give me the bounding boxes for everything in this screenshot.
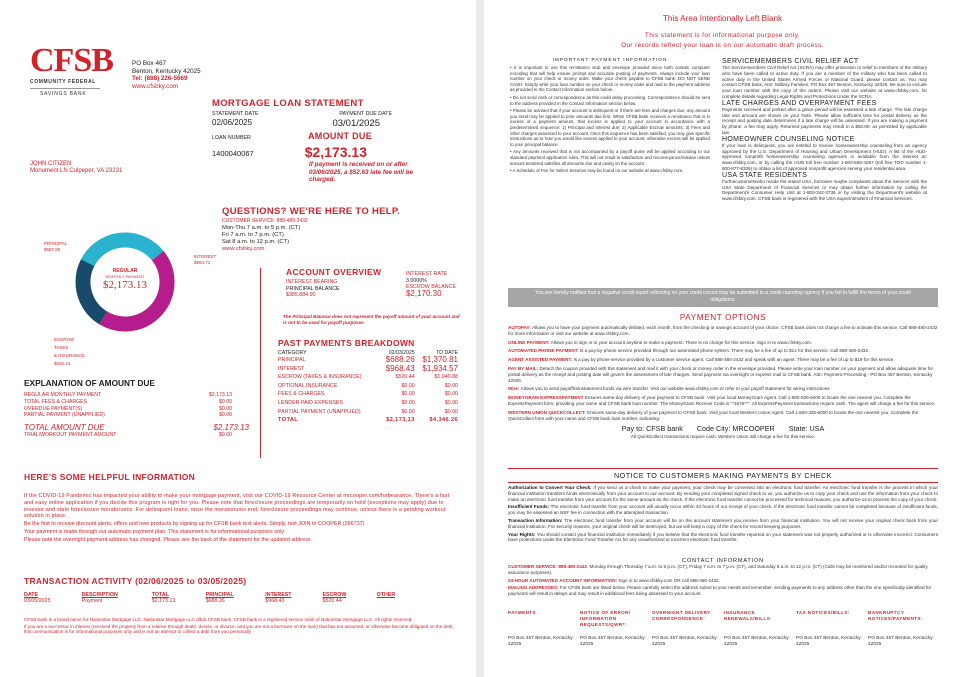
past-payments-col-header: 02/03/2025	[388, 350, 415, 356]
due-date: 03/01/2025	[332, 118, 380, 129]
mailing-address-text: PO Box 467 Benton, Kentucky 42025	[652, 636, 717, 647]
covid-notice: If the COVID-19 Pandemic has impacted your ability to make your mortgage payment, visit our COVID-19 Resource Center at mrcooper.com/forbearance. There's a fast and easy online application if you decide this program is right for you. Please note that foreclosure proceedings are temporarily on hold (exceptions may apply) due to investor and state foreclosure moratoriums. For delinquent loans, once the moratoriums end, foreclosure proceedings may continue, unless there is a pending workout solution in place.	[24, 493, 450, 520]
transaction-col-header: PRINCIPAL	[205, 592, 234, 598]
total-amount-due-label: TOTAL AMOUNT DUE	[24, 423, 105, 433]
past-payments-cell: $0.00	[444, 391, 458, 398]
notice-item	[508, 485, 938, 502]
trial-payment-amount: $0.00	[219, 432, 232, 439]
notice-item-text: If you send us a check to make your payment, your check may be converted into an electronic fund transfer. An electronic fund transfer is the process in which your financial institution transfers funds electronically from your account to our account. By sending your completed signed check to us, you authorize us to copy your check and use the information from your check to make an electronic fund transfer from your account for the same amount as the check. If the electronic fund transfer cannot be processed for technical reasons, you authorize us to process the copy of your check.	[508, 485, 939, 502]
mailing-address-heading: PAYMENTS	[508, 610, 536, 615]
explanation-label: TOTAL FEES & CHARGES	[24, 398, 88, 405]
statement-front-page	[0, 0, 476, 677]
mailing-address-heading: INSURANCE RENEWALS/BILLS:	[724, 610, 773, 621]
interest-rate-label: INTEREST RATE	[405, 271, 448, 277]
statement-date-label: STATEMENT DATE	[212, 111, 259, 117]
payment-option-text: Allows you to have your payment automatically debited, each month, from the checking or savings account of your choice. CFSB bank does not charge a fee to activate this service. Call 888-480-2432 for more information or visit our website at www.cfsbky.com.	[508, 325, 938, 336]
logo-line1: COMMUNITY FEDERAL	[30, 79, 96, 85]
transaction-col-header: OTHER	[376, 592, 396, 598]
successor-disclaimer: If you are a successor in interest (received the property from a relative through death, devise, or divorce, and you are not a borrower on the loan) that has not assumed, or otherwise become obligated on the debt, this communication is for informational purposes only and is not an attempt to collect a debt from you personally.	[24, 623, 454, 635]
payment-option	[508, 366, 938, 383]
escrow-balance-label: ESCROW BALANCE	[405, 284, 456, 291]
explanation-title: EXPLANATION OF AMOUNT DUE	[24, 378, 155, 388]
usa-residents-title: USA STATE RESIDENTS	[722, 171, 808, 179]
donut-escrow-slice	[88, 240, 158, 263]
mailing-address-text: PO Box 467 Benton, Kentucky 42025	[508, 636, 573, 647]
homeowner-counseling-text: If your loan is delinquent, you are entitled to receive homeownership counseling from an agency approved by the U.S. Department of Housing and Urban Development (HUD). A list of the HUD-approved nonprofit homeownership counseling agencies is available from the Internet at: www.cfsbky.com, or by calling the HUD toll free number 1-800-569-4287 (toll free TDD number 1-800-877-8339) to obtain a list of approved nonprofit agencies serving your residential area.	[722, 142, 927, 171]
transaction-cell: $968.43	[265, 598, 285, 604]
payment-option	[508, 325, 938, 337]
interest-rate: 3.0000%	[405, 277, 427, 284]
explanation-value: $0.00	[219, 412, 232, 419]
payment-option-text: Ensures same-day delivery of your payment to CFSB bank. Visit your local Western Union Agent. Call 1-800-325-6000 to locate the one nearest you. Complete the QuickCollect form with your name and CFSB bank loan number, indicating:	[508, 409, 919, 421]
notice-item-text: The electronic fund transfer from your account will usually occur within 24 hours of our receipt of your check. If the electronic fund transfer cannot be completed because of insufficient funds, you may be assessed an NSF fee in connection with the attempted transaction.	[508, 504, 938, 516]
cs-phone-label: CUSTOMER SERVICE: 888-480-2432	[508, 564, 587, 569]
notice-item-label: Insufficient Funds:	[508, 504, 551, 510]
loan-number: 1400040067	[212, 149, 254, 158]
statement-header	[212, 98, 442, 184]
payment-option-label: PAY BY MAIL:	[508, 365, 540, 371]
automated-info-label: 24-HOUR AUTOMATED ACCOUNT INFORMATION:	[508, 577, 618, 583]
transaction-cell: Payment	[81, 598, 103, 604]
past-payments-cell: $0.00	[444, 382, 458, 389]
important-item: • It is important to use this remittance stub and envelope provided since both contain computer encoding that will help ensure prompt and accurate posting of payments. Always include your loan number on your check or money order. Make your check payable to CFSB bank. DO NOT SEND CASH. Simply write your loan number on your check or money order and mail to the payment address as provided in the Contact Information section below.	[510, 65, 710, 93]
payment-option	[508, 410, 938, 422]
logo-line2: SAVINGS BANK	[40, 91, 87, 97]
notice-item	[508, 532, 938, 544]
late-fee-notice: If payment is received on or after 03/06/2025, a $52.63 late fee will be charged.	[309, 161, 413, 183]
transaction-col-header: TOTAL	[151, 592, 169, 598]
overview-title: ACCOUNT OVERVIEW	[286, 267, 382, 277]
mailing-label: MAILING ADDRESSES:	[508, 585, 559, 591]
payment-option-text: Is a pay-by-phone service provided through our automated phone system. There may be a fee of up to $14 for this service. Call 888-480-2432.	[579, 348, 870, 354]
scra-title: SERVICEMEMBERS CIVIL RELIEF ACT	[722, 58, 859, 65]
mailing-address-column	[580, 610, 652, 648]
notice-item-text: You should contact your financial institution immediately if you believe that the electronic fund transfer reported on your statement was not properly authorized or is otherwise incorrect. Consumers have protections under the Electronic Fund Transfer Act for any unauthorized or incorrect electronic fund transfer.	[508, 531, 938, 543]
brand-disclaimer: CFSB bank is a brand name for Nationstar Mortgage LLC. Nationstar Mortgage LLC d/b/a CFSB bank. CFSB bank is a registered service mark of Nationstar Mortgage LLC. All rights reserved.	[24, 617, 413, 622]
important-item: • Any amounts received that is not accompanied by a payoff quote will be applied according to our standard payment application rules. This will not result in satisfaction and reconveyance/release unless amount tendered satisfies all amounts due and owing on the account.	[510, 149, 710, 166]
transaction-col-header: ESCROW	[322, 592, 347, 598]
important-payment-info	[510, 58, 710, 176]
logo-letters: CFSB	[30, 42, 113, 79]
bank-address	[132, 60, 201, 90]
explanation-value: $2,173.13	[208, 392, 232, 398]
hours-saturday: Sat 8 a.m. to 12 p.m. (CT)	[222, 239, 290, 245]
donut-center-label: REGULAR	[112, 268, 138, 274]
past-payments-cell: PARTIAL PAYMENT (UNAPPLIED)	[278, 408, 361, 415]
autopay-notice: Your payment is made through our automatic payment plan. This statement is for informational purposes only.	[24, 528, 286, 535]
payment-option	[508, 340, 938, 346]
mailing-address-column	[796, 610, 868, 648]
payment-option-label: ONLINE PAYMENT:	[508, 339, 551, 345]
donut-principal-label: PRINCIPAL $687.80	[44, 241, 68, 252]
pay-to: Pay to: CFSB bank	[621, 424, 683, 434]
check-notice	[508, 468, 938, 545]
helpful-info	[24, 472, 454, 544]
payment-option-text: Detach the coupon provided with this statement and mail it with your check or money order in the envelope provided. Please write your loan number on your payment and allow adequate time for postal delivery as the receipt and posting date will govern the assessment of late charges. Send payment via overnight or express mail to CFSB bank, Attn: Payment Processing - PO Box 467 Benton, Kentucky 42025.	[508, 365, 933, 383]
transaction-activity	[24, 576, 454, 604]
payment-option	[508, 357, 938, 363]
payment-option-text: Allows you to sign in to your account anytime to make a payment. There is no charge for this service. Sign in to www.cfsbky.com.	[550, 339, 813, 345]
overnight-notice: Please note the overnight payment address has changed. Please see the back of the statement for the updated address.	[24, 536, 312, 543]
explanation-label: PARTIAL PAYMENT (UNAPPLIED)	[24, 412, 105, 419]
past-payments-cell: $0.00	[401, 382, 415, 389]
past-payments-cell: $688.26	[385, 355, 415, 364]
past-payments-cell: OPTIONAL INSURANCE	[278, 382, 338, 389]
borrower-addr: Monument LN Culpeper, VA 23231	[30, 168, 123, 175]
payment-option-label: WESTERN UNION QUICKCOLLECT:	[508, 409, 588, 415]
past-payments-table	[278, 350, 458, 425]
explanation-row	[24, 399, 254, 406]
statement-date: 02/06/2025	[212, 118, 253, 127]
questions-block	[222, 206, 400, 253]
payment-option-label: AUTOMATED PHONE PAYMENT:	[508, 348, 580, 354]
transaction-cell: $688.26	[205, 598, 225, 604]
contact-title: CONTACT INFORMATION	[681, 558, 764, 564]
cs-hours: , Monday through Thursday 7 a.m. to 5 p.m. (CT), Friday 7 a.m. to 7 p.m. (CT), and Saturday 8 a.m. to 12 p.m. (CT) (Calls may be monitored and/or recorded for quality assurance purposes).	[508, 564, 928, 575]
usa-residents-text: Forthecustomerswho reside the stated USA, borrower maybe complaints about the Servicer with the USA State Department of Financial Services or may obtain further information by calling the Department's Consumer Help Unit at 1-800-342-3736 or by visiting the Department's website at www.cfsbky.com. CFSB bank is registered with the USA Superintendent of Financial Services.	[722, 178, 927, 202]
payment-options-title: PAYMENT OPTIONS	[679, 313, 767, 322]
explanation-value: $0.00	[219, 405, 232, 412]
transaction-cell: 03/05/2025	[24, 598, 51, 604]
important-item: • A Schedule of Fee for Select Services may be found on our website at www.cfsbky.com.	[510, 168, 684, 174]
donut-center	[95, 268, 155, 291]
mailing-address-column	[652, 610, 724, 648]
contact-information	[508, 558, 938, 597]
automated-info: Sign in to www.cfsbky.com OR call 888-480-2432.	[617, 577, 720, 583]
mailing-address-text: PO Box 467 Benton, Kentucky 42025	[724, 636, 789, 647]
transaction-col-header: DATE	[24, 592, 39, 598]
bank-addr2: Benton, Kentucky 42025	[132, 67, 201, 75]
text-alert-notice: Be the first to receive discount alerts, offers and new products by signing up for CFSB bank text alerts. Simply, text JOIN to COOPER (266737)	[24, 521, 365, 528]
important-item: • Please be advised that if your account is delinquent or if there are fees and charges due, any amount you send may be applied to prior amounts due first. When CFSB bank receives a remittance that is in excess of a payment amount, that excess is applied to your account in accordance with a predetermined sequence: 1) Principal and Interest due; 2) Applicable Escrow amounts; 3) Fees and other charges assessed to your account. Once this sequence has been satisfied, you may give specific instructions as to how you would like excess applied to your account; otherwise excess will be applied to your principal balance.	[510, 108, 710, 147]
transaction-col-header: INTEREST	[265, 592, 292, 598]
past-payments-cell: $1,934.57	[422, 363, 458, 373]
mailing-address-column	[508, 610, 580, 648]
past-payments-row	[278, 365, 458, 374]
notice-title: NOTICE TO CUSTOMERS MAKING PAYMENTS BY CHECK	[613, 471, 833, 480]
principal-balance-label: PRINCIPAL BALANCE	[286, 285, 340, 292]
past-payments-cell: TOTAL	[278, 417, 299, 424]
transaction-cell: $520.44	[322, 598, 342, 604]
past-payments-row	[278, 382, 458, 391]
past-payments-cell: $1,370.81	[422, 355, 458, 364]
due-date-label: PAYMENT DUE DATE	[339, 111, 392, 117]
loan-number-label: LOAN NUMBER	[212, 135, 251, 141]
escrow-balance: $2,170.30	[405, 288, 442, 298]
explanation-label: OVERDUE PAYMENT(S)	[24, 405, 83, 412]
past-payments-col-header: CATEGORY	[278, 350, 307, 356]
transaction-table	[24, 592, 424, 604]
autodraft-notice: Our records reflect your loan is on our automatic draft process.	[621, 42, 824, 49]
state: State: USA	[788, 424, 825, 434]
mailing-address-text: PO Box 467 Benton, Kentucky 42025	[868, 636, 933, 647]
statement-back-page	[484, 0, 961, 677]
hours-friday: Fri 7 a.m. to 7 p.m. (CT)	[222, 232, 284, 238]
questions-web[interactable]: www.cfsbky.com	[222, 246, 265, 252]
borrower-name: JOHN CITIZEN	[30, 161, 72, 167]
payment-options	[508, 313, 938, 440]
past-payments-cell: $520.44	[395, 374, 415, 381]
donut-interest-label: INTEREST $964.71	[194, 254, 217, 265]
quickcollect-codes	[508, 424, 938, 433]
past-payments-cell: INTEREST	[278, 365, 305, 372]
questions-title: QUESTIONS? WE'RE HERE TO HELP.	[222, 206, 401, 217]
mailing-address-heading: BANKRUPTCY NOTICES/PAYMENTS:	[868, 610, 923, 621]
late-charges-title: LATE CHARGES AND OVERPAYMENT FEES	[722, 99, 877, 107]
page1-footer	[24, 617, 456, 635]
hours-weekday: Mon-Thu 7 a.m. to 5 p.m. (CT)	[222, 225, 301, 231]
mailing-address-text: PO Box 467 Benton, Kentucky 42025	[796, 636, 861, 647]
transaction-title: TRANSACTION ACTIVITY (02/06/2025 to 03/05/2025)	[24, 576, 247, 586]
explanation-row	[24, 406, 254, 413]
mailing-address-heading: TAX NOTICES/BILLS:	[796, 610, 850, 615]
late-charges-text: Payments received and posted after a grace period will be assessed a late charge. The late charge rate and amount are shown on your Note. Please allow sufficient time for postal delivery as the receipt and posting date determines if a late charge will be assessed. If you are making a payment by phone, a fee may apply. Returned payments may result in a $50.00, as permitted by applicable law.	[722, 106, 927, 135]
bank-web[interactable]: www.cfsbky.com	[132, 82, 179, 90]
total-amount-due: $2,173.13	[213, 423, 249, 433]
amount-due: $2,173.13	[304, 144, 367, 160]
past-payments-row	[278, 373, 458, 382]
explanation-amount-due	[24, 378, 264, 438]
homeowner-counseling-title: HOMEOWNER COUNSELING NOTICE	[722, 135, 855, 143]
past-payments-row	[278, 390, 458, 399]
payment-option-text: Allows you to send payoff/reinstatement funds via wire transfer. Visit our website www.cfsbky.com or refer to your payoff statement for wiring instructions.	[520, 386, 831, 392]
explanation-label: REGULAR MONTHLY PAYMENT	[24, 392, 102, 398]
payment-option	[508, 395, 938, 407]
bank-addr1: PO Box 467	[132, 60, 166, 67]
mailing-address-heading: NOTICE OF ERROR/ INFORMATION REQUESTS/QWR*:	[580, 610, 631, 627]
helpful-title: HERE'S SOME HELPFUL INFORMATION	[24, 472, 196, 482]
explanation-value: $0.00	[219, 398, 232, 405]
payment-option	[508, 348, 938, 354]
principal-balance: $385,884.90	[286, 292, 316, 299]
mailing-address-column	[868, 610, 940, 648]
past-payments-col-header: TO DATE	[435, 350, 458, 356]
notice-item-label: Transaction Information:	[508, 517, 565, 523]
past-payments-row	[278, 408, 458, 417]
past-payments-row	[278, 399, 458, 408]
mailing-address-text: PO Box 467 Benton, Kentucky 42025	[580, 636, 645, 647]
notice-item-text: The electronic fund transfer from your account will be on the account statement you receive from your financial institution. You will not receive your original check back from your financial institution. For security reasons, your original check will be destroyed, but we will keep a copy of the check for record keeping purposes.	[508, 517, 938, 529]
past-payments-cell: FEES & CHARGES	[278, 391, 325, 398]
past-payments	[278, 338, 468, 425]
statement-title: MORTGAGE LOAN STATEMENT	[212, 98, 364, 109]
payment-option	[508, 386, 938, 392]
explanation-row	[24, 412, 254, 419]
payment-option-label: MONEYGRAM EXPRESSPAYMENT	[508, 395, 585, 401]
cfsb-logo	[30, 44, 125, 97]
past-payments-cell: $2,173.13	[386, 417, 415, 424]
payment-option-text: Is a pay by phone service provided by a customer service agent. Call 888-480-2432 and speak with an agent. There may be a fee of up to $19 for this service.	[573, 357, 895, 363]
interest-bearing-label: INTEREST BEARING	[286, 279, 338, 285]
scra-text: The Servicemembers Civil Relief Act (SCRA) may offer protection or relief to members of the military who have been called to active duty. If you are a member of the military who has been called to active duty in the United States Armed Forces or National Guard, please contact us. You may contact CFSB bank, Attn: Military Families, PO Box 467 Benton, Kentucky 42025. Be sure to include your loan number with the copy of the orders. Please visit our website at www.cfsbky.com, for complete details regarding Legal Rights and Protections Under the SCRA.	[722, 65, 927, 99]
past-payments-cell: $0.00	[401, 408, 415, 415]
mailing-address-column	[724, 610, 796, 648]
transaction-cell: $2,173.13	[151, 598, 176, 604]
notice-item-label: Your Rights:	[508, 531, 537, 537]
donut-escrow-label: ESCROW TAXES & INSURANCE $520.44	[54, 337, 85, 366]
past-payments-cell: ESCROW (TAXES & INSURANCE)	[278, 374, 362, 381]
notice-item-label: Authorization to Convert Your Check:	[508, 485, 594, 490]
credit-report-banner: You are hereby notified that a negative credit report reflecting on your credit record may be submitted to a credit reporting agency if you fail to fulfill the terms of your credit obligations.	[508, 288, 938, 307]
past-payments-cell: PRINCIPAL	[278, 357, 306, 363]
donut-center-sublabel: MONTHLY PAYMENT	[105, 274, 145, 279]
important-title: IMPORTANT PAYMENT INFORMATION	[552, 58, 668, 63]
notice-item	[508, 504, 938, 516]
past-payments-cell: $0.00	[401, 391, 415, 398]
mailing-address-grid	[508, 610, 948, 648]
transaction-col-header: DESCRIPTION	[81, 592, 118, 598]
explanation-row	[24, 392, 254, 399]
transaction-row	[24, 598, 424, 604]
donut-center-value: $2,173.13	[103, 279, 147, 291]
code-city: Code City: MRCOOPER	[696, 424, 775, 434]
important-item: • Do not send cash or correspondence as this could delay processing. Correspondence should be sent to the address provided in the Contact Information section below.	[510, 94, 710, 106]
past-payments-cell: $4,346.26	[429, 417, 458, 424]
payment-option-label: Wire:	[508, 386, 521, 392]
notice-item	[508, 518, 938, 530]
payment-option-label: AUTOPAY:	[508, 325, 533, 330]
principal-balance-note: The Principal Balance does not represent the payoff amount of your account and is not to be used for payoff purposes	[283, 314, 460, 325]
quickcollect-fee: All QuickCollect transactions require cash. Western Union will charge a fee for this service.	[630, 434, 816, 440]
past-payments-cell: $0.00	[401, 399, 415, 406]
trial-payment-label: TRIAL/WORKOUT PAYMENT AMOUNT	[24, 432, 117, 439]
informational-notice: This statement is for informational purpose only.	[644, 32, 801, 39]
payment-option-text: Ensures same-day delivery of your payment to CFSB bank. Visit your local MoneyGram Agent. Call 1-800-926-9400 to locate the one nearest you. Complete the ExpressPayment form, providing your name and CFSB bank loan number. The MoneyGram Receive Code is "*1676**". All ExpressPayment transactions require cash. The agent will charge a fee for this service.	[508, 395, 936, 406]
past-payments-cell: LENDER PAID EXPENSES	[278, 399, 343, 406]
mailing-address-heading: OVERNIGHT DELIVERY CORRESPONDENCE:	[652, 610, 711, 621]
past-payments-row	[278, 416, 458, 425]
transaction-cell	[377, 598, 424, 604]
past-payments-cell: $1,040.88	[434, 374, 458, 381]
payment-option-label: AGENT ASSISTED PAYMENT:	[508, 357, 574, 363]
amount-due-label: AMOUNT DUE	[308, 131, 372, 141]
past-payments-cell: $968.43	[385, 363, 415, 373]
customer-service-phone: CUSTOMER SERVICE: 888-480-2432	[222, 218, 308, 224]
legal-notices	[722, 58, 927, 202]
past-payments-title: PAST PAYMENTS BREAKDOWN	[278, 338, 415, 348]
mailing-text: For CFSB bank are listed below. Please carefully select the address suited to your needs and remember, sending payments to any address other than the one specifically identified for payments will result in delays and may result in additional fees being assessed to your account.	[508, 585, 932, 597]
past-payments-cell: $0.00	[444, 399, 458, 406]
bank-tel: Tel: (888) 226-5669	[132, 75, 188, 82]
account-overview	[286, 267, 466, 299]
borrower-address	[30, 161, 122, 176]
past-payments-cell: $0.00	[444, 408, 458, 415]
blank-area-title: This Area Intentionally Left Blank	[662, 14, 783, 23]
